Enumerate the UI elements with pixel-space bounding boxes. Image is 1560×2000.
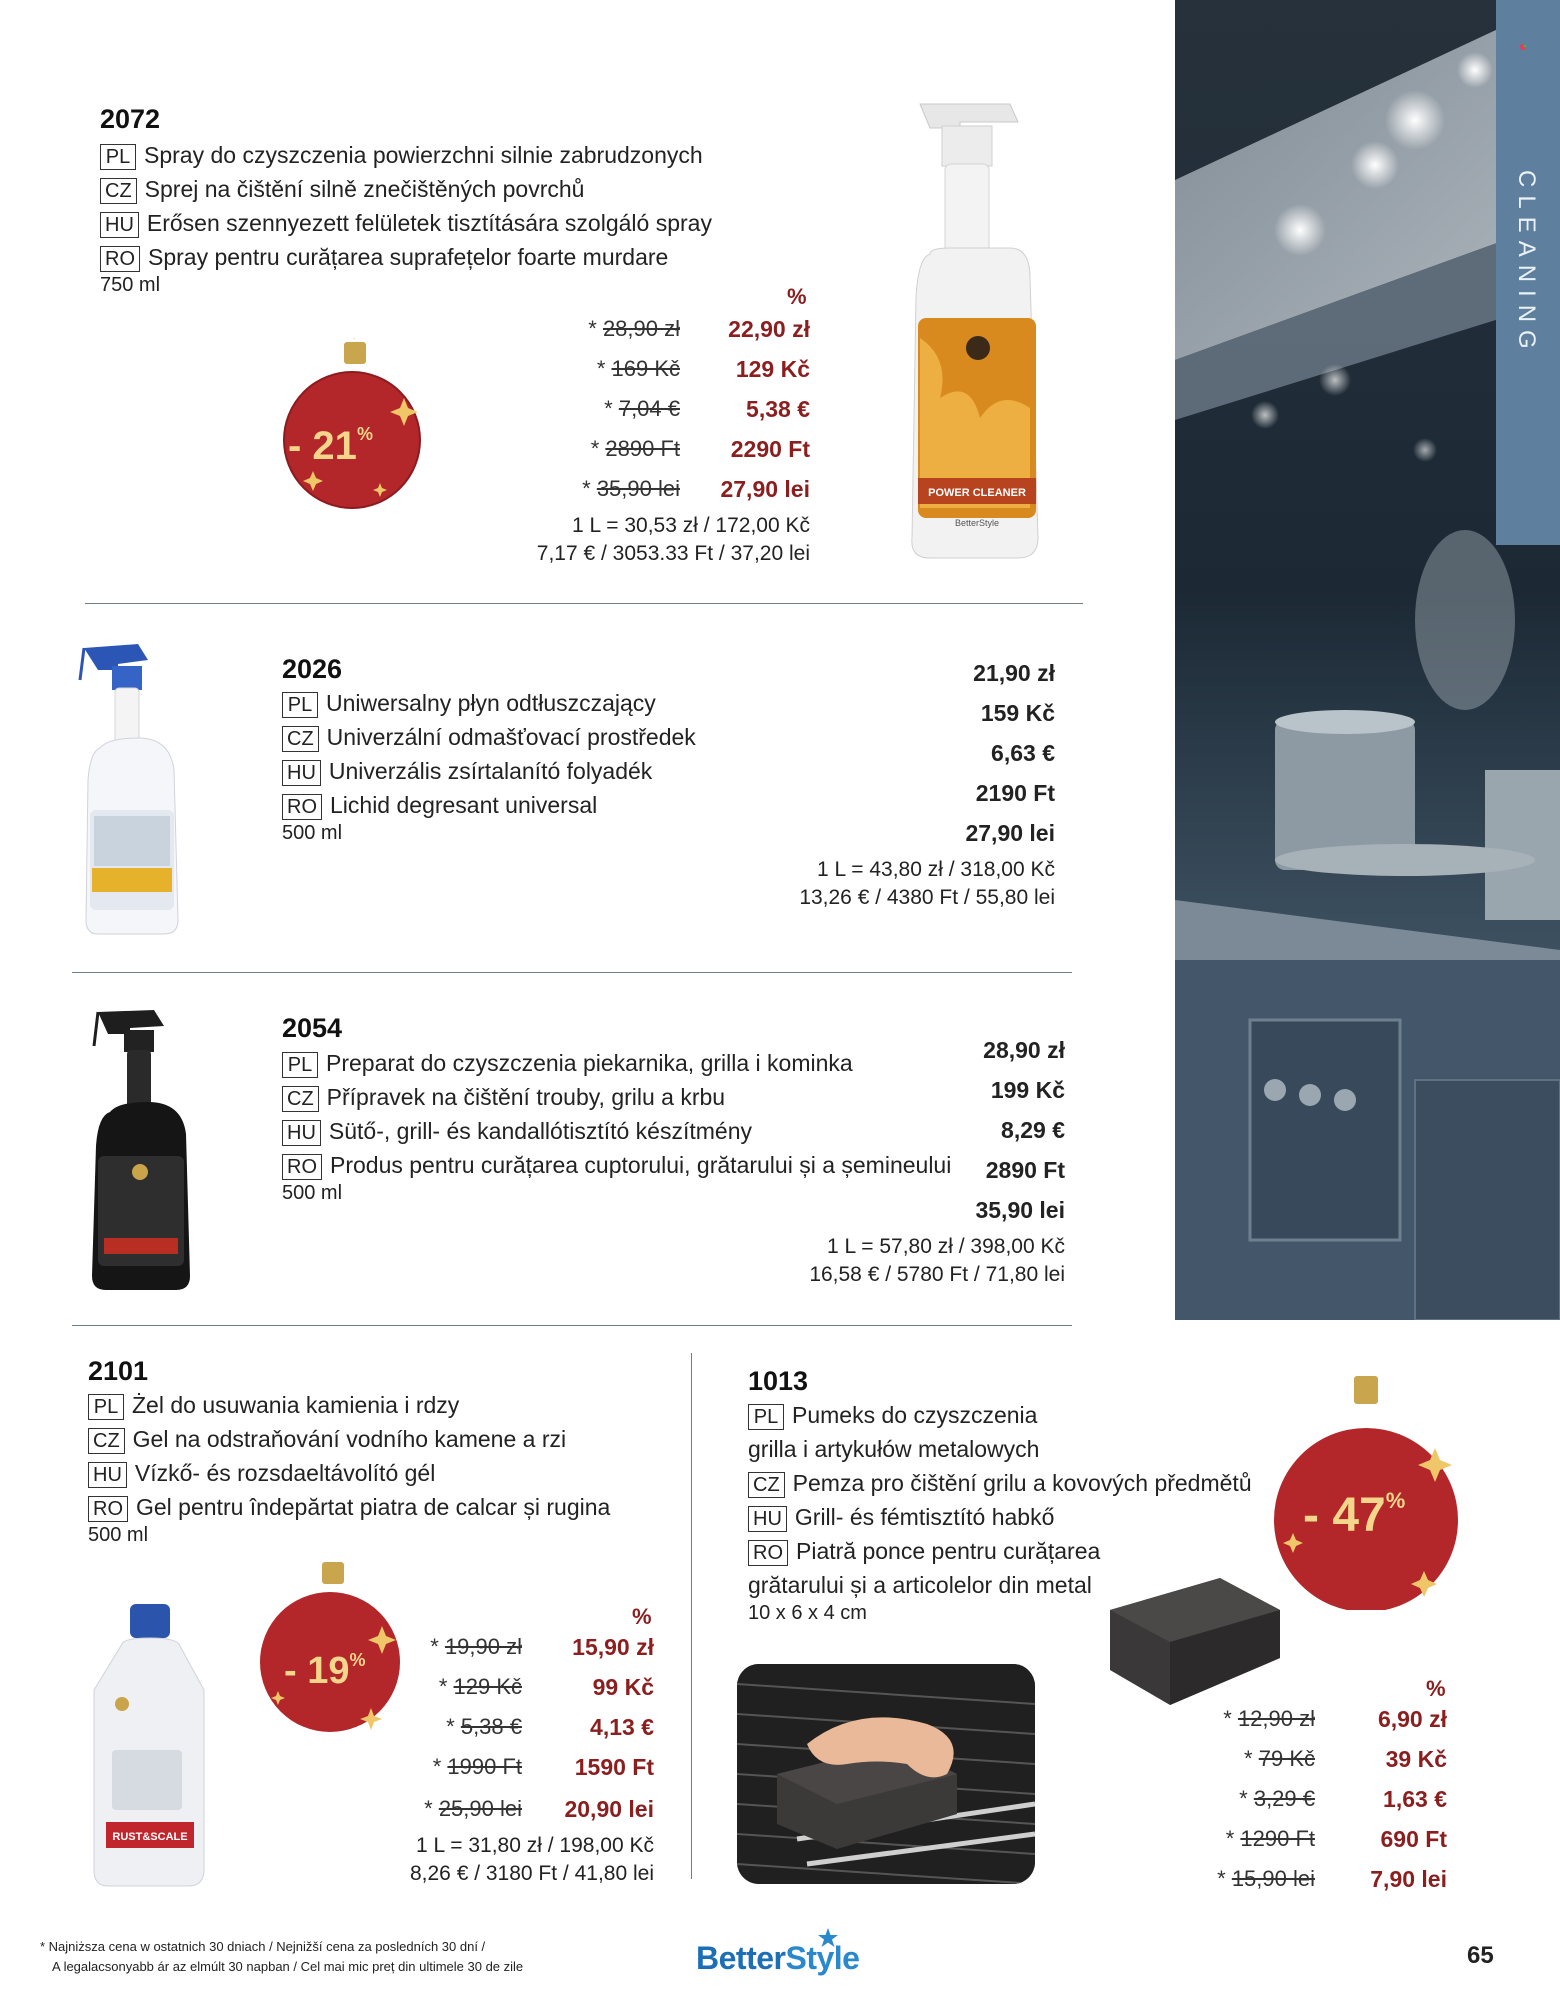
product-desc-cz: CZ Sprej na čištění silně znečištěných povrchů <box>100 172 584 206</box>
pct-header: % <box>632 1604 652 1629</box>
product-desc-pl: PL Pumeks do czyszczenia <box>748 1398 1037 1432</box>
product-desc-ro: RO Produs pentru curățarea cuptorului, grătarului și a șemineului <box>282 1148 951 1182</box>
product-desc-hu: HU Sütő-, grill- és kandallótisztító készítmény <box>282 1114 752 1148</box>
new-price-ron: 20,90 lei <box>564 1796 654 1822</box>
brand-star-icon <box>818 1928 838 1948</box>
product-desc-ro: RO Piatră ponce pentru curățarea <box>748 1534 1100 1568</box>
new-price-ron: 27,90 lei <box>720 476 810 502</box>
old-price-huf: * 2890 Ft <box>590 436 680 461</box>
old-price-czk: * 129 Kč <box>438 1674 522 1699</box>
old-price-huf: * 1290 Ft <box>1225 1826 1315 1851</box>
product-code: 2026 <box>282 654 343 684</box>
discount-value: - 19% <box>284 1650 366 1692</box>
product-code: 1013 <box>748 1366 809 1396</box>
old-price-pln: * 12,90 zł <box>1223 1706 1315 1731</box>
product-image-pumice-stone <box>1100 1570 1285 1715</box>
discount-value: - 21% <box>288 424 373 468</box>
product-code: 2054 <box>282 1013 343 1043</box>
price-pln: 28,90 zł <box>983 1037 1065 1063</box>
brand-dot-icon <box>1519 38 1527 46</box>
price-czk: 199 Kč <box>990 1077 1065 1103</box>
old-price-ron: * 25,90 lei <box>424 1796 522 1821</box>
new-price-pln: 22,90 zł <box>728 316 810 342</box>
svg-text:POWER CLEANER: POWER CLEANER <box>928 487 1026 499</box>
new-price-eur: 5,38 € <box>746 396 810 422</box>
product-desc-ro-cont: grătarului și a articolelor din metal <box>748 1572 1092 1598</box>
new-price-pln: 6,90 zł <box>1377 1706 1447 1732</box>
price-huf: 2190 Ft <box>975 780 1055 806</box>
product-image-power-cleaner <box>890 98 1070 568</box>
new-price-czk: 99 Kč <box>592 1674 654 1700</box>
old-price-eur: * 7,04 € <box>604 396 680 421</box>
product-desc-hu: HU Vízkő- és rozsdaeltávolító gél <box>88 1456 435 1490</box>
price-ron: 35,90 lei <box>975 1197 1065 1223</box>
product-image-rust-scale-gel <box>92 1600 212 1890</box>
product-image-universal-degreaser <box>78 640 198 940</box>
product-desc-pl: PL Preparat do czyszczenia piekarnika, grilla i kominka <box>282 1046 853 1080</box>
product-size: 500 ml <box>88 1524 149 1546</box>
old-price-czk: * 79 Kč <box>1244 1746 1315 1771</box>
product-desc-hu: HU Grill- és fémtisztító habkő <box>748 1500 1054 1534</box>
old-price-eur: * 3,29 € <box>1239 1786 1315 1811</box>
divider <box>72 972 1072 973</box>
unit-price-line-2: 7,17 € / 3053.33 Ft / 37,20 lei <box>536 542 810 565</box>
new-price-czk: 129 Kč <box>735 356 810 382</box>
footnote-line-1: * Najniższa cena w ostatnich 30 dniach / Nejnižší cena za posledních 30 dní / <box>40 1939 486 1954</box>
category-tab-label: CLEANING <box>1513 170 1540 357</box>
price-pln: 21,90 zł <box>973 660 1055 686</box>
old-price-huf: * 1990 Ft <box>432 1754 522 1779</box>
product-desc-pl: PL Spray do czyszczenia powierzchni silnie zabrudzonych <box>100 138 703 172</box>
new-price-eur: 4,13 € <box>590 1714 654 1740</box>
product-desc-hu: HU Univerzális zsírtalanító folyadék <box>282 754 652 788</box>
product-photo-grill-pumice <box>737 1664 1035 1884</box>
product-desc-ro: RO Lichid degresant universal <box>282 788 597 822</box>
old-price-pln: * 19,90 zł <box>430 1634 522 1659</box>
old-price-pln: * 28,90 zł <box>588 316 680 341</box>
svg-text:RUST&SCALE: RUST&SCALE <box>112 1831 188 1843</box>
product-desc-ro: RO Spray pentru curățarea suprafețelor foarte murdare <box>100 240 668 274</box>
product-desc-pl: PL Żel do usuwania kamienia i rdzy <box>88 1388 459 1422</box>
product-size: 500 ml <box>282 1182 343 1204</box>
unit-price-line-2: 8,26 € / 3180 Ft / 41,80 lei <box>409 1862 654 1885</box>
product-desc-cz: CZ Přípravek na čištění trouby, grilu a krbu <box>282 1080 725 1114</box>
divider <box>85 603 1083 604</box>
new-price-czk: 39 Kč <box>1385 1746 1447 1772</box>
product-desc-pl-cont: grilla i artykułów metalowych <box>748 1436 1040 1462</box>
product-desc-ro: RO Gel pentru îndepărtat piatra de calcar și rugina <box>88 1490 610 1524</box>
pct-header: % <box>1426 1676 1446 1701</box>
product-image-oven-grill-cleaner <box>84 1006 204 1296</box>
price-eur: 6,63 € <box>991 740 1055 766</box>
divider <box>72 1325 1072 1326</box>
product-code: 2072 <box>100 104 161 134</box>
unit-price-line-2: 13,26 € / 4380 Ft / 55,80 lei <box>799 886 1055 909</box>
product-desc-pl: PL Uniwersalny płyn odtłuszczający <box>282 686 656 720</box>
price-ron: 27,90 lei <box>965 820 1055 846</box>
new-price-eur: 1,63 € <box>1383 1786 1447 1812</box>
column-divider <box>691 1353 692 1879</box>
new-price-huf: 2290 Ft <box>730 436 810 462</box>
new-price-pln: 15,90 zł <box>572 1634 654 1660</box>
old-price-eur: * 5,38 € <box>446 1714 522 1739</box>
product-desc-hu: HU Erősen szennyezett felületek tisztítására szolgáló spray <box>100 206 712 240</box>
page-number: 65 <box>1467 1942 1494 1969</box>
product-size: 500 ml <box>282 822 343 844</box>
product-size: 10 x 6 x 4 cm <box>748 1602 867 1624</box>
unit-price-line-2: 16,58 € / 5780 Ft / 71,80 lei <box>809 1263 1065 1286</box>
old-price-czk: * 169 Kč <box>596 356 680 381</box>
product-size: 750 ml <box>100 274 161 296</box>
unit-price-line-1: 1 L = 43,80 zł / 318,00 Kč <box>817 858 1055 881</box>
product-desc-cz: CZ Univerzální odmašťovací prostředek <box>282 720 696 754</box>
old-price-ron: * 35,90 lei <box>582 476 680 501</box>
price-czk: 159 Kč <box>980 700 1055 726</box>
product-desc-cz: CZ Pemza pro čištění grilu a kovových předmětů <box>748 1466 1252 1500</box>
unit-price-line-1: 1 L = 57,80 zł / 398,00 Kč <box>827 1235 1065 1258</box>
unit-price-line-1: 1 L = 30,53 zł / 172,00 Kč <box>572 514 810 537</box>
old-price-ron: * 15,90 lei <box>1217 1866 1315 1891</box>
brand-logo: BetterStyle <box>696 1940 860 1976</box>
price-eur: 8,29 € <box>1001 1117 1065 1143</box>
svg-text:BetterStyle: BetterStyle <box>954 518 1000 528</box>
product-code: 2101 <box>88 1356 149 1386</box>
price-huf: 2890 Ft <box>985 1157 1065 1183</box>
discount-value: - 47% <box>1303 1488 1406 1542</box>
new-price-huf: 1590 Ft <box>574 1754 654 1780</box>
new-price-huf: 690 Ft <box>1380 1826 1447 1852</box>
product-desc-cz: CZ Gel na odstraňování vodního kamene a rzi <box>88 1422 566 1456</box>
footnote-line-2: A legalacsonyabb ár az elmúlt 30 napban / Cel mai mic preț din ultimele 30 de zile <box>52 1959 524 1974</box>
unit-price-line-1: 1 L = 31,80 zł / 198,00 Kč <box>416 1834 654 1857</box>
pct-header: % <box>787 284 807 309</box>
new-price-ron: 7,90 lei <box>1370 1866 1447 1892</box>
